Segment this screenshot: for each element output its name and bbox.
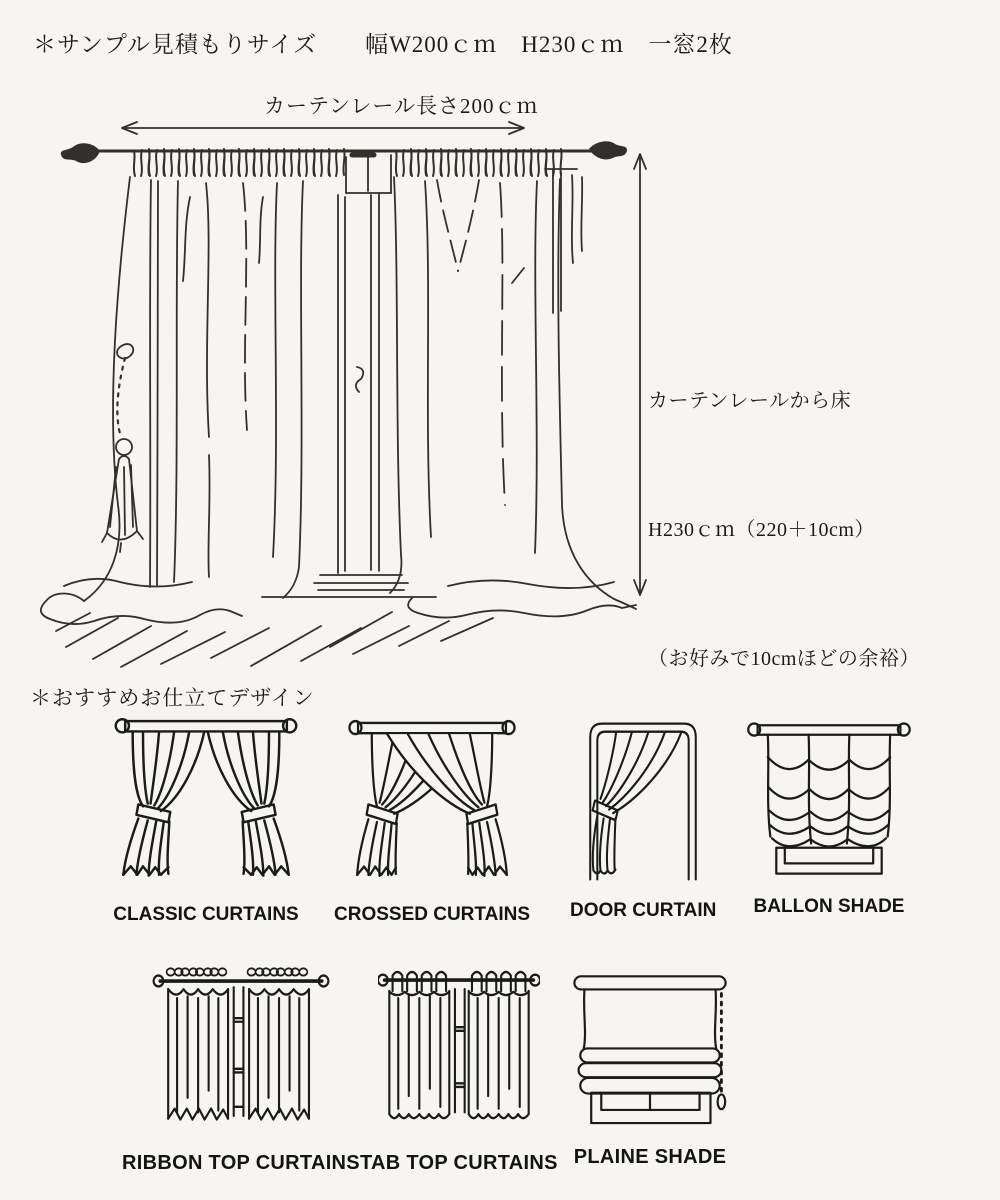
ribbon-bows: [167, 968, 308, 975]
design-label-plaine: PLAINE SHADE: [573, 1146, 727, 1168]
tab-top-curtains-icon: [378, 962, 540, 1134]
floor-hatching: [56, 612, 493, 667]
design-label-crossed: CROSSED CURTAINS: [334, 904, 530, 925]
design-ballon-shade: [744, 714, 914, 918]
door-frame: [262, 155, 436, 597]
design-label-ballon: BALLON SHADE: [753, 896, 905, 917]
height-note: [648, 294, 920, 767]
ribbon-top-curtains-icon: [152, 962, 330, 1134]
ballon-shade-icon: [744, 714, 914, 878]
design-ribbon-top-curtains: [122, 962, 360, 1175]
design-classic-curtains: [112, 708, 300, 926]
curtain-heading-ruffle: [134, 149, 562, 176]
sample-size-heading: ＊サンプル見積もりサイズ 幅W200ｃｍ H230ｃｍ 一窓2枚: [33, 32, 733, 57]
height-note-line-2: H230ｃｍ（220＋10cm）: [648, 519, 875, 541]
design-tab-top-curtains: [360, 962, 558, 1175]
left-curtain-panel: [41, 177, 303, 624]
rail-length-arrow: [122, 122, 524, 134]
design-label-door: DOOR CURTAIN: [570, 900, 717, 921]
design-plaine-shade: [566, 964, 734, 1169]
design-label-ribbon-top: RIBBON TOP CURTAINS: [122, 1152, 360, 1174]
height-arrow: [634, 154, 646, 595]
classic-curtains-icon: [112, 708, 300, 886]
design-door-curtain: [570, 712, 716, 922]
plaine-shade-icon: [566, 964, 734, 1128]
height-note-line-3: （お好みで10cmほどの余裕）: [648, 648, 920, 670]
designs-heading: ＊おすすめお仕立てデザイン: [30, 686, 315, 710]
crossed-curtains-icon: [346, 710, 518, 886]
door-curtain-icon: [580, 712, 706, 882]
rail-length-label: カーテンレール長さ200ｃｍ: [264, 94, 539, 118]
design-label-tab-top: TAB TOP CURTAINS: [360, 1152, 558, 1174]
height-note-line-1: カーテンレールから床: [648, 390, 852, 412]
right-curtain-panel: [390, 169, 636, 618]
design-crossed-curtains: [334, 710, 530, 926]
design-label-classic: CLASSIC CURTAINS: [113, 904, 299, 925]
tassel-tieback: [102, 344, 143, 552]
